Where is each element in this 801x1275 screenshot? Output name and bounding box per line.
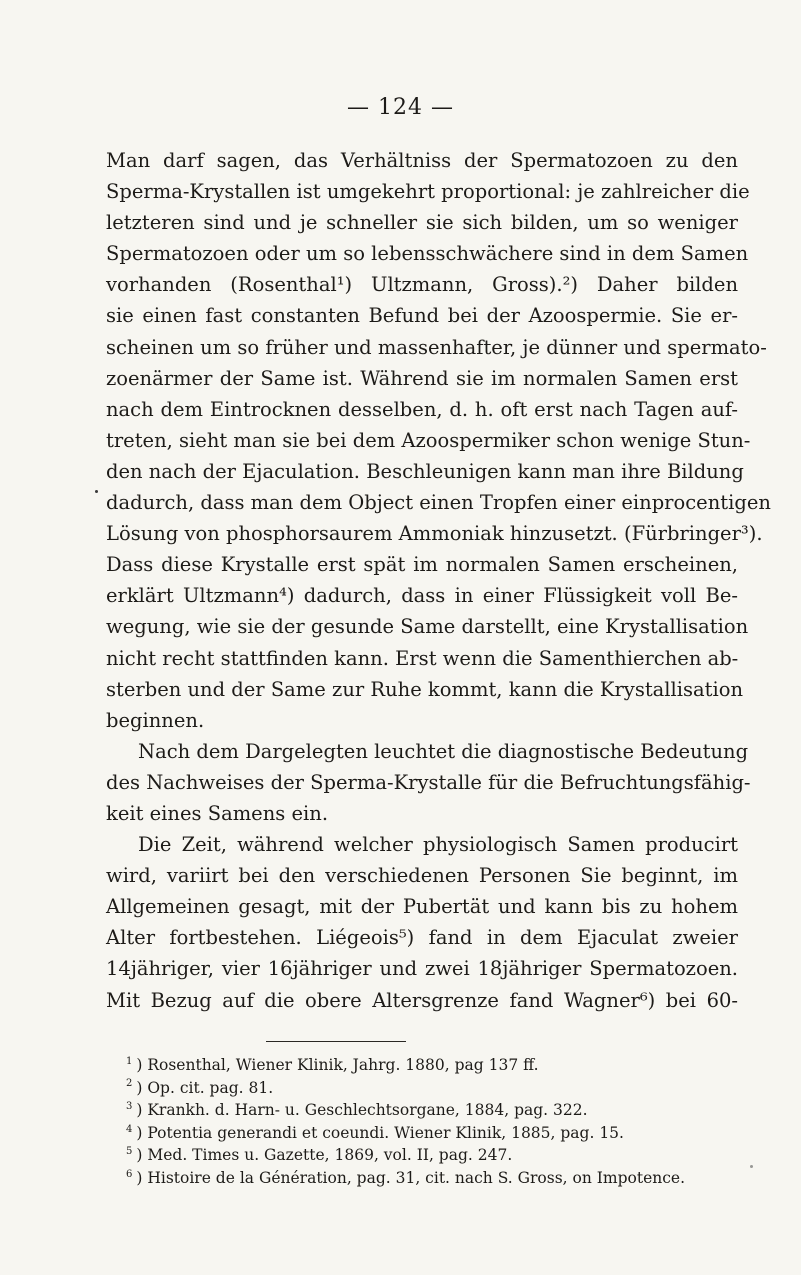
text-line: Die Zeit, während welcher physiologisch Samen producirt	[138, 833, 738, 857]
text-line: keit eines Samens ein.	[106, 801, 329, 825]
text-line: erklärt Ultzmann⁴) dadurch, dass in einer Flüssigkeit voll Be-	[106, 584, 738, 608]
footnote: $^3$ ) Krankh. d. Harn- u. Geschlechtsorgane, 1884, pag. 322.	[126, 1101, 588, 1120]
footnote: $^5$ ) Med. Times u. Gazette, 1869, vol. II, pag. 247.	[126, 1146, 513, 1165]
text-line: zoenärmer der Same ist. Während sie im normalen Samen erst	[106, 366, 738, 390]
footnotes	[126, 1054, 766, 1190]
text-line: Spermatozoen oder um so lebensschwächere sind in dem Samen	[106, 242, 749, 266]
text-line: dadurch, dass man dem Object einen Tropfen einer einprocentigen	[106, 491, 771, 515]
paragraph-1	[106, 145, 771, 736]
text-line: wird, variirt bei den verschiedenen Personen Sie beginnt, im	[106, 864, 738, 888]
footnote: $^1$ ) Rosenthal, Wiener Klinik, Jahrg. 1880, pag 137 ff.	[126, 1055, 539, 1074]
text-line: Mit Bezug auf die obere Altersgrenze fand Wagner⁶) bei 60-	[106, 988, 738, 1012]
body-text	[106, 145, 771, 1016]
text-line: scheinen um so früher und massenhafter, je dünner und spermato-	[106, 335, 767, 359]
text-line: 14jähriger, vier 16jähriger und zwei 18jähriger Spermatozoen.	[106, 957, 738, 981]
paragraph-2	[106, 736, 751, 829]
text-line: Nach dem Dargelegten leuchtet die diagnostische Bedeutung	[138, 739, 749, 763]
text-line: letzteren sind und je schneller sie sich bilden, um so weniger	[106, 211, 738, 235]
text-line: vorhanden (Rosenthal¹) Ultzmann, Gross).²) Daher bilden	[106, 273, 738, 297]
text-line: Man darf sagen, das Verhältniss der Spermatozoen zu den	[106, 149, 738, 172]
text-line: wegung, wie sie der gesunde Same darstellt, eine Krystallisation	[106, 615, 749, 639]
footnote: $^2$ ) Op. cit. pag. 81.	[126, 1078, 274, 1097]
text-line: des Nachweises der Sperma-Krystalle für die Befruchtungsfähig-	[106, 770, 751, 794]
paragraph-3	[106, 829, 738, 1016]
footnote-divider	[266, 1041, 406, 1042]
text-line: Dass diese Krystalle erst spät im normalen Samen erscheinen,	[106, 553, 738, 577]
text-line: sterben und der Same zur Ruhe kommt, kann die Krystallisation	[106, 677, 744, 701]
text-line: nicht recht stattfinden kann. Erst wenn die Samenthierchen ab-	[106, 646, 739, 670]
print-speck	[750, 1165, 753, 1168]
text-line: treten, sieht man sie bei dem Azoospermiker schon wenige Stun-	[106, 428, 751, 452]
footnote: $^6$ ) Histoire de la Génération, pag. 31, cit. nach S. Gross, on Impotence.	[126, 1168, 686, 1187]
text-line: nach dem Eintrocknen desselben, d. h. oft erst nach Tagen auf-	[106, 397, 738, 421]
text-line: beginnen.	[106, 708, 205, 732]
footnote: $^4$ ) Potentia generandi et coeundi. Wiener Klinik, 1885, pag. 15.	[126, 1123, 624, 1142]
text-line: sie einen fast constanten Befund bei der Azoospermie. Sie er-	[106, 304, 738, 328]
print-speck	[95, 490, 98, 493]
text-line: Alter fortbestehen. Liégeois⁵) fand in dem Ejaculat zweier	[106, 926, 738, 950]
text-line: Allgemeinen gesagt, mit der Pubertät und kann bis zu hohem	[106, 895, 738, 919]
text-line: den nach der Ejaculation. Beschleunigen kann man ihre Bildung	[106, 459, 744, 483]
page-number: — 124 —	[347, 95, 454, 120]
text-line: Lösung von phosphorsaurem Ammoniak hinzusetzt. (Fürbringer³).	[106, 522, 763, 546]
text-line: Sperma-Krystallen ist umgekehrt proportional: je zahlreicher die	[106, 180, 750, 204]
